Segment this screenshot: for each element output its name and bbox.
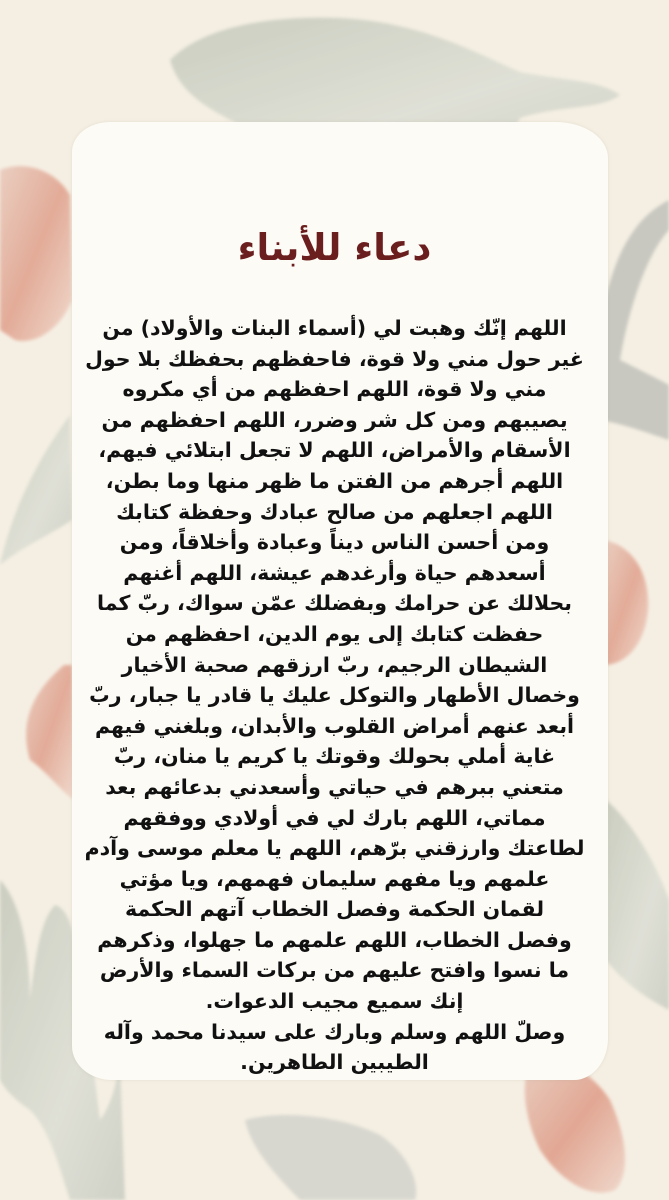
prayer-line: اللهم إنّك وهبت لي (أسماء البنات والأولاد) من bbox=[102, 316, 567, 340]
prayer-line: الطيبين الطاهرين. bbox=[240, 1050, 429, 1075]
prayer-line: أبعد عنهم أمراض القلوب والأبدان، وبلغني فيهم bbox=[94, 713, 575, 738]
page-title: دعاء للأبناء bbox=[237, 226, 432, 269]
prayer-line: مماتي، اللهم بارك لي في أولادي ووفقهم bbox=[123, 805, 546, 830]
prayer-line: اللهم اجعلهم من صالح عبادك وحفظة كتابك bbox=[116, 499, 553, 524]
prayer-line: غاية أملي بحولك وقوتك يا كريم يا منان، ربّ bbox=[113, 744, 556, 769]
leaf-bottom-center bbox=[245, 1115, 416, 1200]
leaf-left-middle bbox=[0, 415, 72, 565]
prayer-line: غير حول مني ولا قوة، فاحفظهم بحفظك بلا حول bbox=[85, 346, 584, 371]
prayer-line: يصيبهم ومن كل شر وضرر، اللهم احفظهم من bbox=[101, 407, 568, 432]
prayer-line: الأسقام والأمراض، اللهم لا تجعل ابتلائي فيهم، bbox=[98, 438, 571, 463]
prayer-line: وصلّ اللهم وسلم وبارك على سيدنا محمد وآله bbox=[103, 1019, 566, 1044]
petal-left-middle bbox=[26, 665, 74, 800]
prayer-line: وفصل الخطاب، اللهم علمهم ما جهلوا، وذكرهم bbox=[97, 927, 572, 952]
prayer-line: وخصال الأطهار والتوكل عليك يا قادر يا جبار، ربّ bbox=[89, 683, 580, 708]
prayer-line: لطاعتك وارزقني برّهم، اللهم يا معلم موسى وآدم bbox=[84, 836, 585, 861]
prayer-line: متعني ببرهم في حياتي وأسعدني بدعائهم بعد bbox=[105, 774, 564, 799]
prayer-line: الشيطان الرجيم، ربّ ارزقهم صحبة الأخيار bbox=[121, 652, 548, 677]
prayer-line: ما نسوا وافتح عليهم من بركات السماء والأرض bbox=[99, 958, 570, 983]
prayer-line: مني ولا قوة، اللهم احفظهم من أي مكروه bbox=[122, 377, 547, 402]
leaf-right-lower bbox=[606, 800, 669, 1010]
prayer-text bbox=[84, 313, 585, 1078]
prayer-line: اللهم أجرهم من الفتن ما ظهر منها وما بطن، bbox=[105, 468, 564, 493]
prayer-line: أسعدهم حياة وأرغدهم عيشة، اللهم أغنهم bbox=[123, 560, 546, 585]
petal-right bbox=[604, 540, 648, 665]
prayer-line: ومن أحسن الناس ديناً وعبادة وأخلاقاً، ومن bbox=[119, 530, 550, 555]
prayer-line: إنك سميع مجيب الدعوات. bbox=[205, 989, 464, 1014]
prayer-line: لقمان الحكمة وفصل الخطاب آتهم الحكمة bbox=[124, 897, 545, 922]
prayer-line: حفظت كتابك إلى يوم الدين، احفظهم من bbox=[125, 621, 544, 646]
prayer-line: علمهم ويا مفهم سليمان فهمهم، ويا مؤتي bbox=[119, 866, 550, 891]
prayer-line: بحلالك عن حرامك وبفضلك عمّن سواك، ربّ كما bbox=[97, 591, 572, 616]
